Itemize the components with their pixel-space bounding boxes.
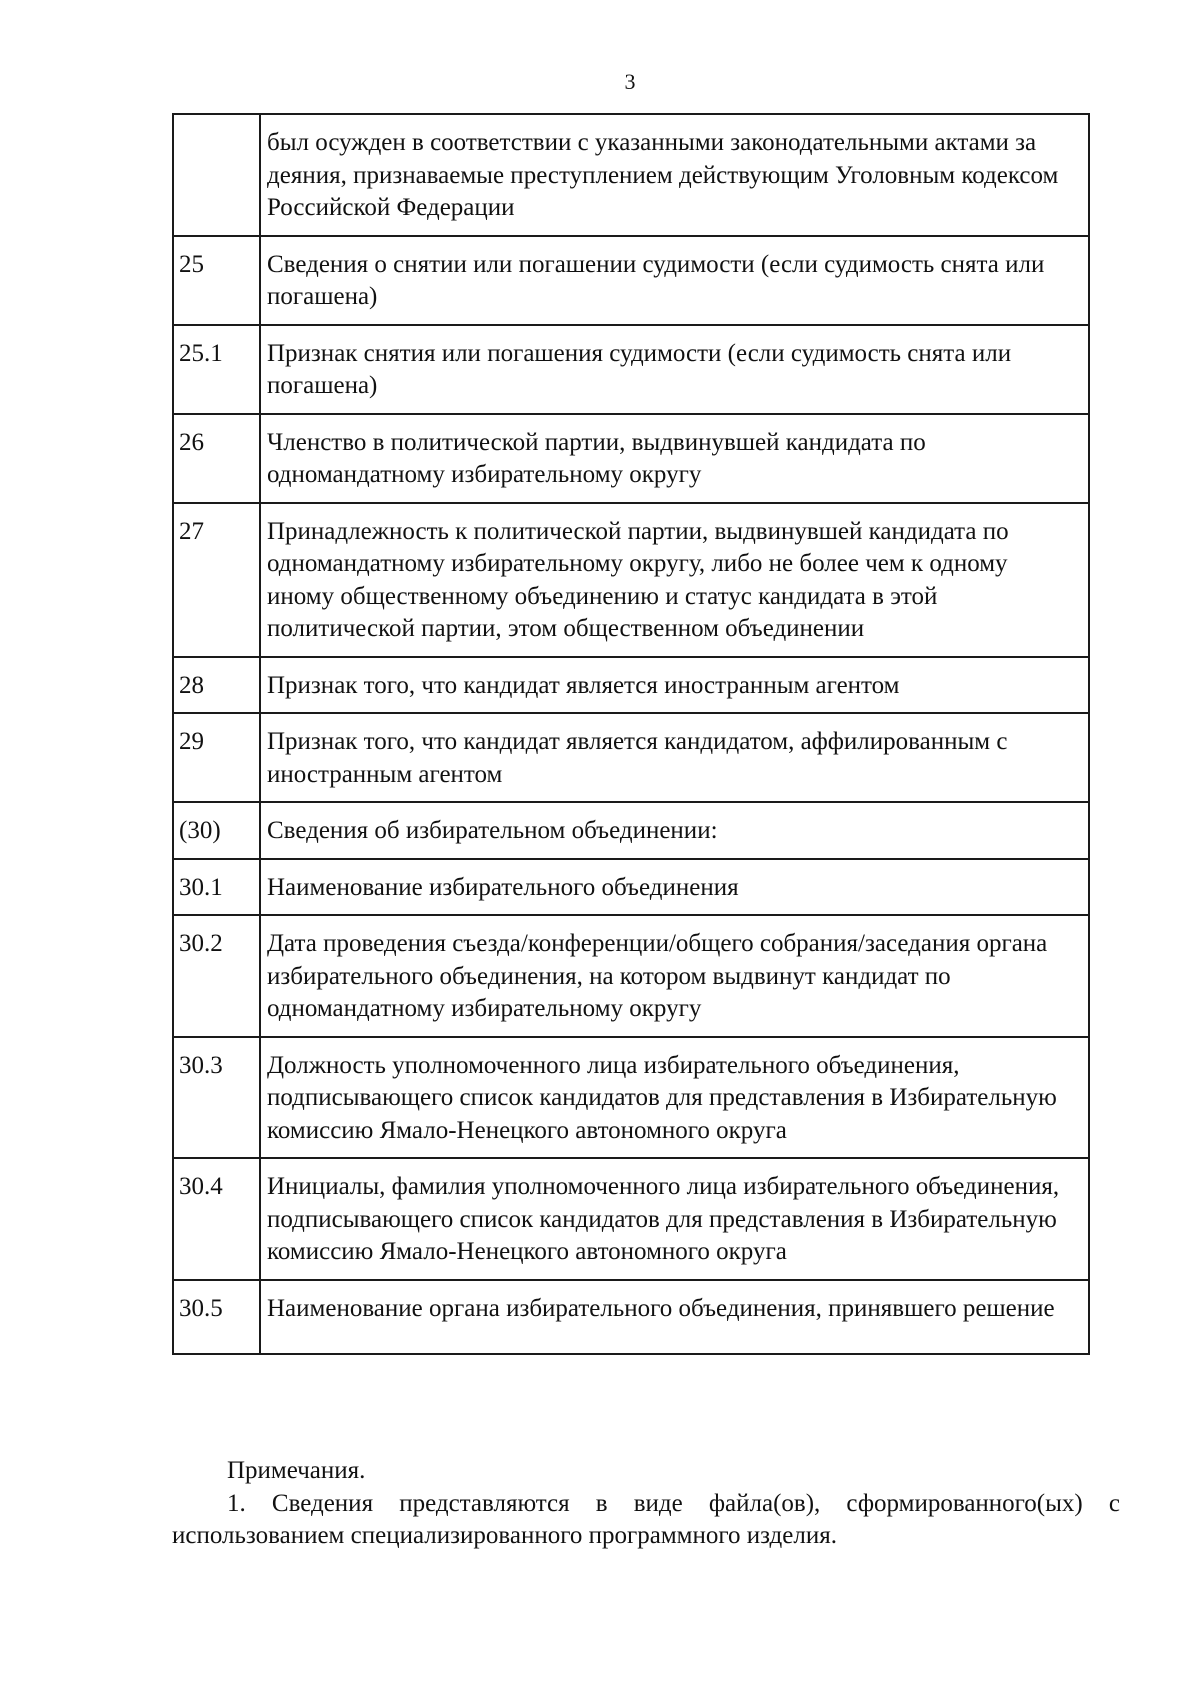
table-row bbox=[173, 859, 1089, 916]
notes-heading: Примечания. bbox=[227, 1457, 366, 1484]
row-description: Дата проведения съезда/конференции/общего собрания/заседания органа избирательного объединения, на котором выдвинут кандидат по одномандатному избирательному округу bbox=[260, 915, 1089, 1037]
row-description: Инициалы, фамилия уполномоченного лица избирательного объединения, подписывающего список кандидатов для представления в Избирательную комиссию Ямало-Ненецкого автономного округа bbox=[260, 1158, 1089, 1280]
row-number: 30.3 bbox=[173, 1037, 260, 1159]
table-row bbox=[173, 1037, 1089, 1159]
row-description: Членство в политической партии, выдвинувшей кандидата по одномандатному избирательному округу bbox=[260, 414, 1089, 503]
row-number: 30.1 bbox=[173, 859, 260, 916]
row-number: 28 bbox=[173, 657, 260, 714]
row-description: Признак снятия или погашения судимости (если судимость снята или погашена) bbox=[260, 325, 1089, 414]
table-row bbox=[173, 915, 1089, 1037]
table-row bbox=[173, 325, 1089, 414]
row-description: Признак того, что кандидат является кандидатом, аффилированным с иностранным агентом bbox=[260, 713, 1089, 802]
row-number: 25.1 bbox=[173, 325, 260, 414]
table-row bbox=[173, 114, 1089, 236]
row-number: (30) bbox=[173, 802, 260, 859]
notes-section bbox=[172, 1455, 1120, 1553]
row-description: Признак того, что кандидат является иностранным агентом bbox=[260, 657, 1089, 714]
row-number: 29 bbox=[173, 713, 260, 802]
row-description: Сведения о снятии или погашении судимости (если судимость снята или погашена) bbox=[260, 236, 1089, 325]
table-row bbox=[173, 657, 1089, 714]
page-number: 3 bbox=[624, 69, 636, 94]
row-number bbox=[173, 114, 260, 236]
note-item: 1. Сведения представляются в виде файла(ов), сформированного(ых) с использованием специализированного программного изделия. bbox=[172, 1489, 1120, 1549]
table-row bbox=[173, 713, 1089, 802]
table-row bbox=[173, 1158, 1089, 1280]
row-number: 26 bbox=[173, 414, 260, 503]
row-number: 30.2 bbox=[173, 915, 260, 1037]
row-description: Должность уполномоченного лица избирательного объединения, подписывающего список кандидатов для представления в Избирательную комиссию Ямало-Ненецкого автономного округа bbox=[260, 1037, 1089, 1159]
table-row bbox=[173, 503, 1089, 657]
table-row bbox=[173, 1280, 1089, 1355]
row-number: 30.4 bbox=[173, 1158, 260, 1280]
data-fields-table bbox=[172, 113, 1090, 1355]
table-row bbox=[173, 414, 1089, 503]
table-row bbox=[173, 236, 1089, 325]
row-number: 30.5 bbox=[173, 1280, 260, 1355]
row-description: Сведения об избирательном объединении: bbox=[260, 802, 1089, 859]
table-row bbox=[173, 802, 1089, 859]
row-description: Наименование органа избирательного объединения, принявшего решение bbox=[260, 1280, 1089, 1355]
row-description: Наименование избирательного объединения bbox=[260, 859, 1089, 916]
row-number: 27 bbox=[173, 503, 260, 657]
row-description: был осужден в соответствии с указанными законодательными актами за деяния, признаваемые преступлением действующим Уголовным кодексом Российской Федерации bbox=[260, 114, 1089, 236]
row-number: 25 bbox=[173, 236, 260, 325]
row-description: Принадлежность к политической партии, выдвинувшей кандидата по одномандатному избирательному округу, либо не более чем к одному иному общественному объединению и статус кандидата в этой политической партии, этом общественном объединении bbox=[260, 503, 1089, 657]
